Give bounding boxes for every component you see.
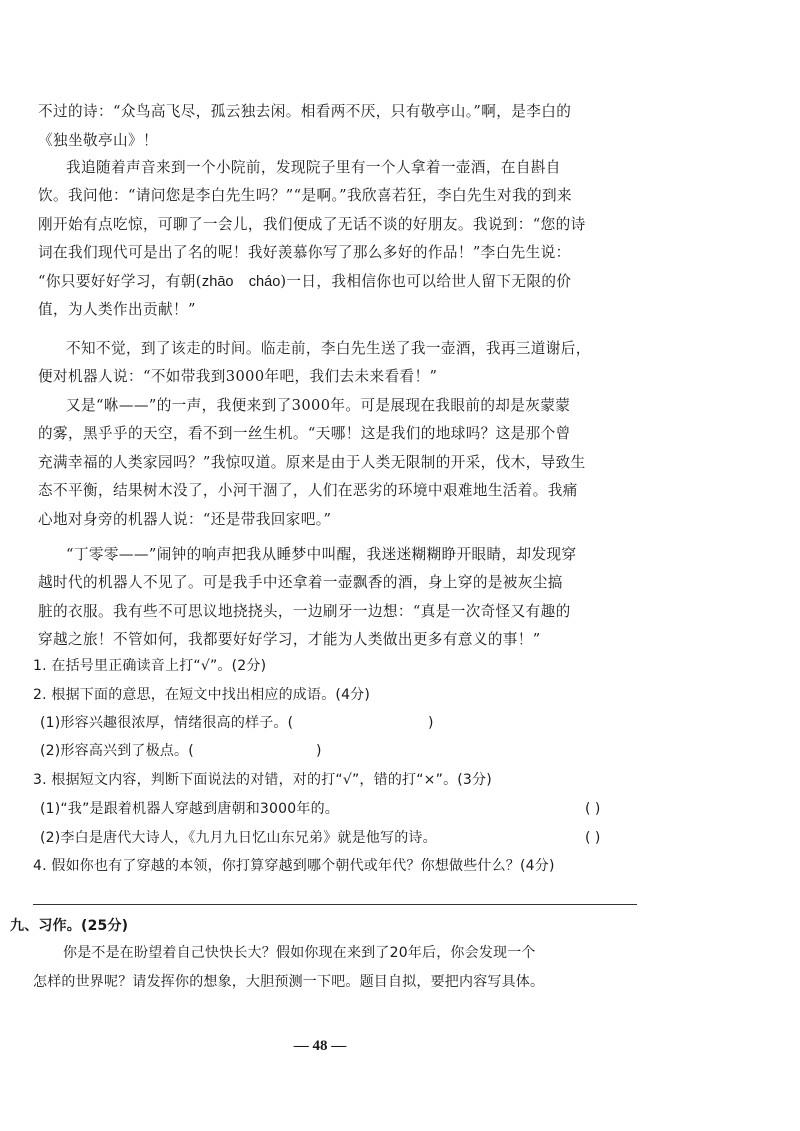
passage-line: 饮。我问他：“请问您是李白先生吗？”“是啊。”我欣喜若狂，李白先生对我的到来 [38, 187, 572, 204]
section-9-line: 你是不是在盼望着自己快快长大？假如你现在来到了20年后，你会发现一个 [63, 945, 536, 961]
passage-line: 心地对身旁的机器人说：“还是带我回家吧。” [38, 511, 332, 528]
pinyin-option-chao[interactable]: cháo [248, 274, 281, 290]
question-4: 4. 假如你也有了穿越的本领，你打算穿越到哪个朝代或年代？你想做些什么？(4分) [33, 858, 555, 874]
passage-line-pinyin [38, 272, 571, 292]
answer-blank-close[interactable]: ) [316, 743, 322, 759]
passage-line: 脏的衣服。我有些不可思议地挠挠头，一边刷牙一边想：“真是一次奇怪又有趣的 [38, 603, 571, 620]
page-number: — 48 — [293, 1038, 347, 1054]
pinyin-option-zhao[interactable]: zhāo [201, 274, 234, 290]
passage-line: 不知不觉，到了该走的时间。临走前，李白先生送了我一壶酒，我再三道谢后， [66, 340, 591, 357]
question-2-2: (2)形容高兴到了极点。( [40, 743, 194, 759]
section-9-line: 怎样的世界呢？请发挥你的想象，大胆预测一下吧。题目自拟，要把内容写具体。 [33, 974, 545, 990]
passage-line: 我追随着声音来到一个小院前，发现院子里有一个人拿着一壶酒，在自斟自 [66, 159, 561, 176]
answer-line[interactable] [33, 904, 637, 905]
passage-line: 《独坐敬亭山》！ [38, 132, 158, 149]
passage-line: 穿越之旅！不管如何，我都要好好学习，才能为人类做出更多有意义的事！” [38, 631, 541, 648]
answer-blank-close[interactable]: ) [428, 715, 434, 731]
answer-paren[interactable]: ( ) [585, 830, 601, 846]
passage-line: 值，为人类作出贡献！” [38, 301, 196, 318]
passage-line: 词在我们现代可是出了名的呢！我好羡慕你写了那么多好的作品！”李白先生说： [38, 244, 571, 261]
passage-line: 不过的诗：“众鸟高飞尽，孤云独去闲。相看两不厌，只有敬亭山。”啊，是李白的 [38, 103, 572, 120]
passage-line: 便对机器人说：“不如带我到3000年吧，我们去未来看看！” [38, 368, 438, 385]
passage-line: 刚开始有点吃惊，可聊了一会儿，我们便成了无话不谈的好朋友。我说到：“您的诗 [38, 216, 586, 233]
question-3: 3. 根据短文内容，判断下面说法的对错，对的打“√”，错的打“×”。(3分) [33, 772, 492, 788]
passage-line: 充满幸福的人类家园吗？”我惊叹道。原来是由于人类无限制的开采，伐木，导致生 [38, 454, 586, 471]
section-9-heading: 九、习作。(25分) [10, 918, 129, 934]
question-1: 1. 在括号里正确读音上打“√”。(2分) [33, 658, 267, 674]
question-2: 2. 根据下面的意思，在短文中找出相应的成语。(4分) [33, 687, 371, 703]
question-3-1: (1)“我”是跟着机器人穿越到唐朝和3000年的。 [40, 801, 339, 817]
passage-line: 又是“咻——”的一声，我便来到了3000年。可是展现在我眼前的却是灰蒙蒙 [66, 397, 571, 414]
passage-line: 态不平衡，结果树木没了，小河干涸了，人们在恶劣的环境中艰难地生活着。我痛 [38, 482, 578, 499]
passage-text: “你只要好好学习，有朝( [38, 273, 202, 290]
answer-paren[interactable]: ( ) [585, 801, 601, 817]
question-3-2: (2)李白是唐代大诗人，《九月九日忆山东兄弟》就是他写的诗。 [40, 830, 437, 846]
passage-line: 越时代的机器人不见了。可是我手中还拿着一壶飘香的酒，身上穿的是被灰尘搞 [38, 574, 563, 591]
passage-text: )一日，我相信你也可以给世人留下无限的价 [280, 273, 572, 290]
passage-line: 的雾，黑乎乎的天空，看不到一丝生机。“天哪！这是我们的地球吗？这是那个曾 [38, 425, 571, 442]
question-2-1: (1)形容兴趣很浓厚，情绪很高的样子。( [40, 715, 294, 731]
passage-line: “丁零零——”闹钟的响声把我从睡梦中叫醒，我迷迷糊糊睁开眼睛，却发现穿 [66, 546, 577, 563]
